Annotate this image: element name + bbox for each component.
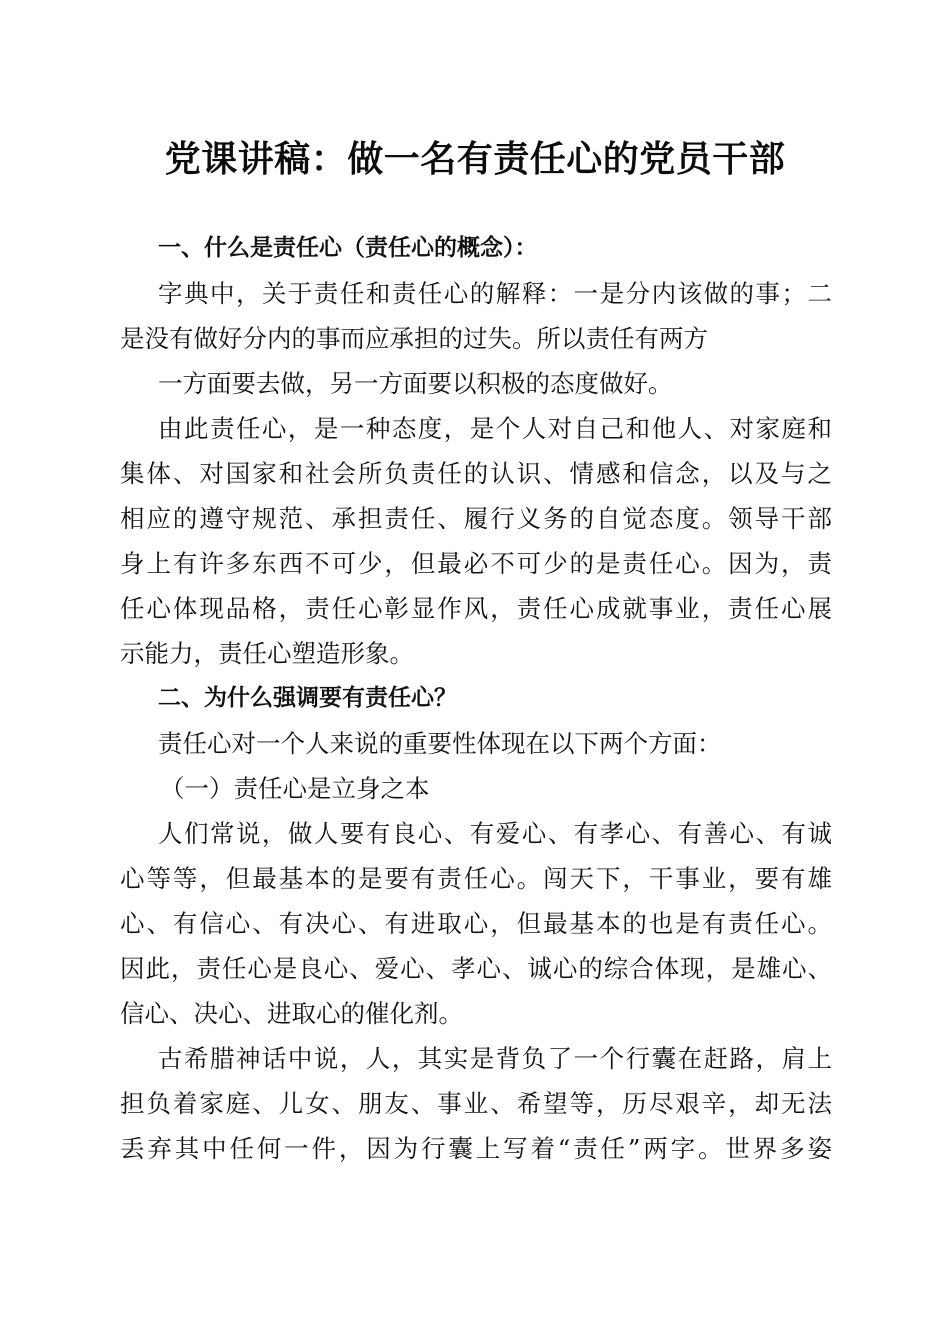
paragraph-line: 身上有许多东西不可少，但最必不可少的是责任心。因为，责 [120, 549, 832, 578]
paragraph-line: 字典中，关于责任和责任心的解释：一是分内该做的事；二 [158, 279, 832, 308]
paragraph-line: 心等等，但最基本的是要有责任心。闯天下，干事业，要有雄 [120, 864, 832, 893]
paragraph-line: 担负着家庭、儿女、朋友、事业、希望等，历尽艰辛，却无法 [120, 1089, 832, 1118]
paragraph-line: 相应的遵守规范、承担责任、履行义务的自觉态度。领导干部 [120, 504, 832, 533]
section-heading-1: 一、什么是责任心（责任心的概念）： [158, 235, 538, 261]
paragraph-line: 人们常说，做人要有良心、有爱心、有孝心、有善心、有诚 [158, 819, 832, 848]
paragraph-line: 由此责任心，是一种态度，是个人对自己和他人、对家庭和 [158, 414, 832, 443]
paragraph-line: 因此，责任心是良心、爱心、孝心、诚心的综合体现，是雄心、 [120, 954, 832, 983]
paragraph-line: 一方面要去做，另一方面要以积极的态度做好。 [158, 369, 673, 398]
section-heading-2: 二、为什么强调要有责任心？ [158, 685, 457, 711]
paragraph-line: 责任心对一个人来说的重要性体现在以下两个方面： [158, 729, 722, 758]
document-title: 党课讲稿：做一名有责任心的党员干部 [164, 139, 786, 180]
paragraph-line: 是没有做好分内的事而应承担的过失。所以责任有两方 [120, 324, 708, 353]
paragraph-line: 任心体现品格，责任心彰显作风，责任心成就事业，责任心展 [120, 594, 832, 623]
paragraph-line: 信心、决心、进取心的催化剂。 [120, 999, 463, 1028]
subsection-heading-1: （一）责任心是立身之本 [160, 774, 430, 803]
paragraph-line: 集体、对国家和社会所负责任的认识、情感和信念，以及与之 [120, 459, 832, 488]
paragraph-line: 示能力，责任心塑造形象。 [120, 639, 414, 668]
paragraph-line: 心、有信心、有决心、有进取心，但最基本的也是有责任心。 [120, 909, 832, 938]
document-body [120, 226, 832, 1171]
paragraph-line: 古希腊神话中说，人，其实是背负了一个行囊在赶路，肩上 [158, 1044, 832, 1073]
paragraph-line: 丢弃其中任何一件，因为行囊上写着“责任”两字。世界多姿 [120, 1134, 832, 1163]
